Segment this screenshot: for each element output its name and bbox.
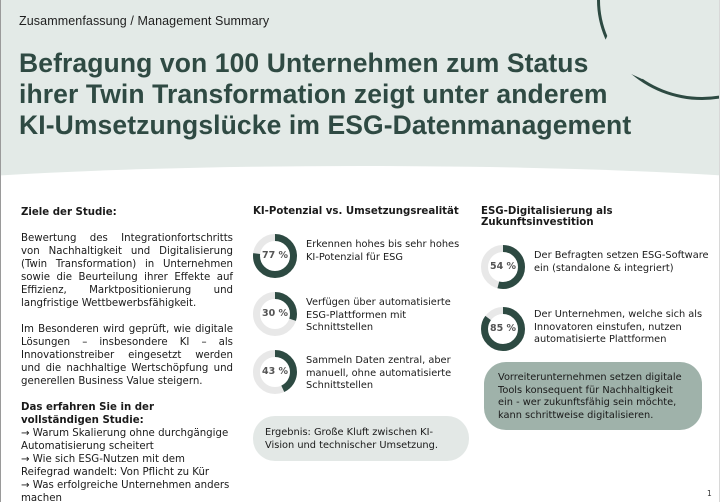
stat-item (481, 245, 716, 307)
stat-item (253, 292, 473, 350)
header-curve (1, 166, 720, 200)
study-goals-column (21, 206, 233, 502)
stat-description: Der Befragten setzen ESG-Software ein (standalone & integriert) (534, 250, 709, 274)
title-line: ihrer Twin Transformation zeigt unter anderem (19, 79, 608, 109)
result-callout: Ergebnis: Große Kluft zwischen KI-Vision und technischer Umsetzung. (253, 416, 469, 461)
stat-description: Sammeln Daten zentral, aber manuell, ohne automatisierte Schnittstellen (306, 355, 452, 391)
stat-item (253, 350, 473, 408)
donut-chart (253, 292, 297, 336)
donut-chart (481, 307, 525, 351)
learn-item: → Was erfolgreiche Unternehmen anders machen (21, 480, 230, 502)
goals-heading: Ziele der Studie: (21, 207, 117, 218)
stat-description: Erkennen hohes bis sehr hohes KI-Potenzial für ESG (306, 239, 460, 263)
learn-item: → Wie sich ESG-Nutzen mit dem Reifegrad wandelt: Von Pflicht zu Kür (21, 454, 210, 478)
pioneer-callout: Vorreiterunternehmen setzen digitale Tools konsequent für Nachhaltigkeit ein - wer zukunftsfähig sein möchte, kann schrittweise digitalisieren. (484, 362, 702, 430)
stat-description: Der Unternehmen, welche sich als Innovatoren einstufen, nutzen automatisierte Plattformen (534, 309, 703, 345)
donut-chart (253, 234, 297, 278)
donut-value: 54 % (489, 261, 517, 272)
donut-chart (481, 245, 525, 289)
esg-digitalization-column (481, 206, 716, 365)
stat-description: Verfügen über automatisierte ESG-Plattformen mit Schnittstellen (306, 297, 451, 333)
title-line: KI-Umsetzungslücke im ESG-Datenmanagement (19, 110, 632, 140)
donut-value: 30 % (261, 308, 289, 319)
donut-chart (253, 350, 297, 394)
donut-value: 43 % (261, 366, 289, 377)
breadcrumb: Zusammenfassung / Management Summary (19, 14, 270, 28)
goals-paragraph: Bewertung des Integrationfortschritts von Nachhaltigkeit und Digitalisierung (Twin Transformation) in Unternehmen sowie die Beurteilung ihrer Effekte auf Effizienz, Marktpositionierung und langfristige Wettbewerbsfähigkeit. (21, 233, 233, 309)
donut-value: 77 % (261, 250, 289, 261)
esg-digitalization-heading: ESG-Digitalisierung als Zukunftsinvestition (481, 206, 613, 228)
donut-value: 85 % (489, 323, 517, 334)
stat-item (253, 234, 473, 292)
ai-potential-column (253, 206, 473, 408)
learn-item: → Warum Skalierung ohne durchgängige Automatisierung scheitert (21, 428, 229, 452)
stat-item (481, 307, 716, 365)
learn-heading: Das erfahren Sie in der vollständigen Studie: (21, 402, 154, 426)
focus-paragraph: Im Besonderen wird geprüft, wie digitale Lösungen – insbesondere KI – als Innovationstreiber eingesetzt werden und die nachhaltige Wertschöpfung und generellen Business Value steigern. (21, 324, 233, 387)
ai-potential-heading: KI-Potenzial vs. Umsetzungsrealität (253, 206, 459, 217)
title-line: Befragung von 100 Unternehmen zum Status (19, 48, 589, 78)
page-number: 1 (707, 489, 712, 498)
page-title (19, 48, 699, 141)
